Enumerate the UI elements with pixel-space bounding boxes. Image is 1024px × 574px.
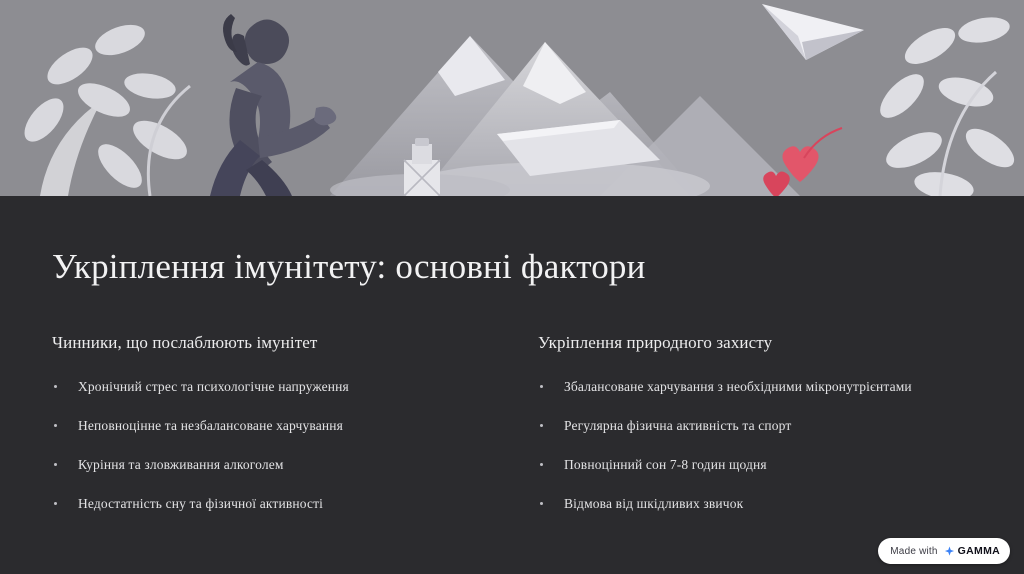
list-item-label: Повноцінний сон 7-8 годин щодня [564,457,767,472]
page-title: Укріплення імунітету: основні фактори [52,247,646,286]
wellness-hero-illustration [0,0,1024,196]
slide-body [0,196,1024,574]
column-strengthening-defense [538,332,982,532]
list-item [52,493,496,515]
list-item [538,415,982,437]
column-heading: Чинники, що послаблюють імунітет [52,333,318,352]
list-item-label: Недостатність сну та фізичної активності [78,496,324,511]
bullet-dot-icon [54,385,57,388]
list-item-label: Неповноцінне та незбалансоване харчування [78,418,343,433]
list-item-label: Куріння та зловживання алкоголем [78,457,284,472]
list-item [538,376,982,398]
content-columns [52,332,982,532]
column-weakening-factors [52,332,496,532]
list-item [538,493,982,515]
bullet-list [538,376,982,515]
bullet-dot-icon [540,424,543,427]
gamma-sparkle-icon [944,546,955,557]
hero-illustration-svg [0,0,1024,196]
bullet-dot-icon [540,502,543,505]
made-with-gamma-badge[interactable] [878,538,1010,564]
gamma-brand [944,545,1000,557]
bullet-dot-icon [54,424,57,427]
list-item-label: Збалансоване харчування з необхідними мікронутрієнтами [564,379,912,394]
bullet-dot-icon [54,502,57,505]
bullet-dot-icon [540,463,543,466]
bullet-dot-icon [54,463,57,466]
list-item [52,376,496,398]
bullet-list [52,376,496,515]
list-item-label: Хронічний стрес та психологічне напруження [78,379,349,394]
list-item-label: Регулярна фізична активність та спорт [564,418,792,433]
bullet-dot-icon [540,385,543,388]
list-item [52,454,496,476]
made-with-label: Made with [890,545,938,557]
list-item [52,415,496,437]
list-item-label: Відмова від шкідливих звичок [564,496,744,511]
gamma-brand-label: GAMMA [957,545,1000,557]
list-item [538,454,982,476]
column-heading: Укріплення природного захисту [538,333,773,352]
